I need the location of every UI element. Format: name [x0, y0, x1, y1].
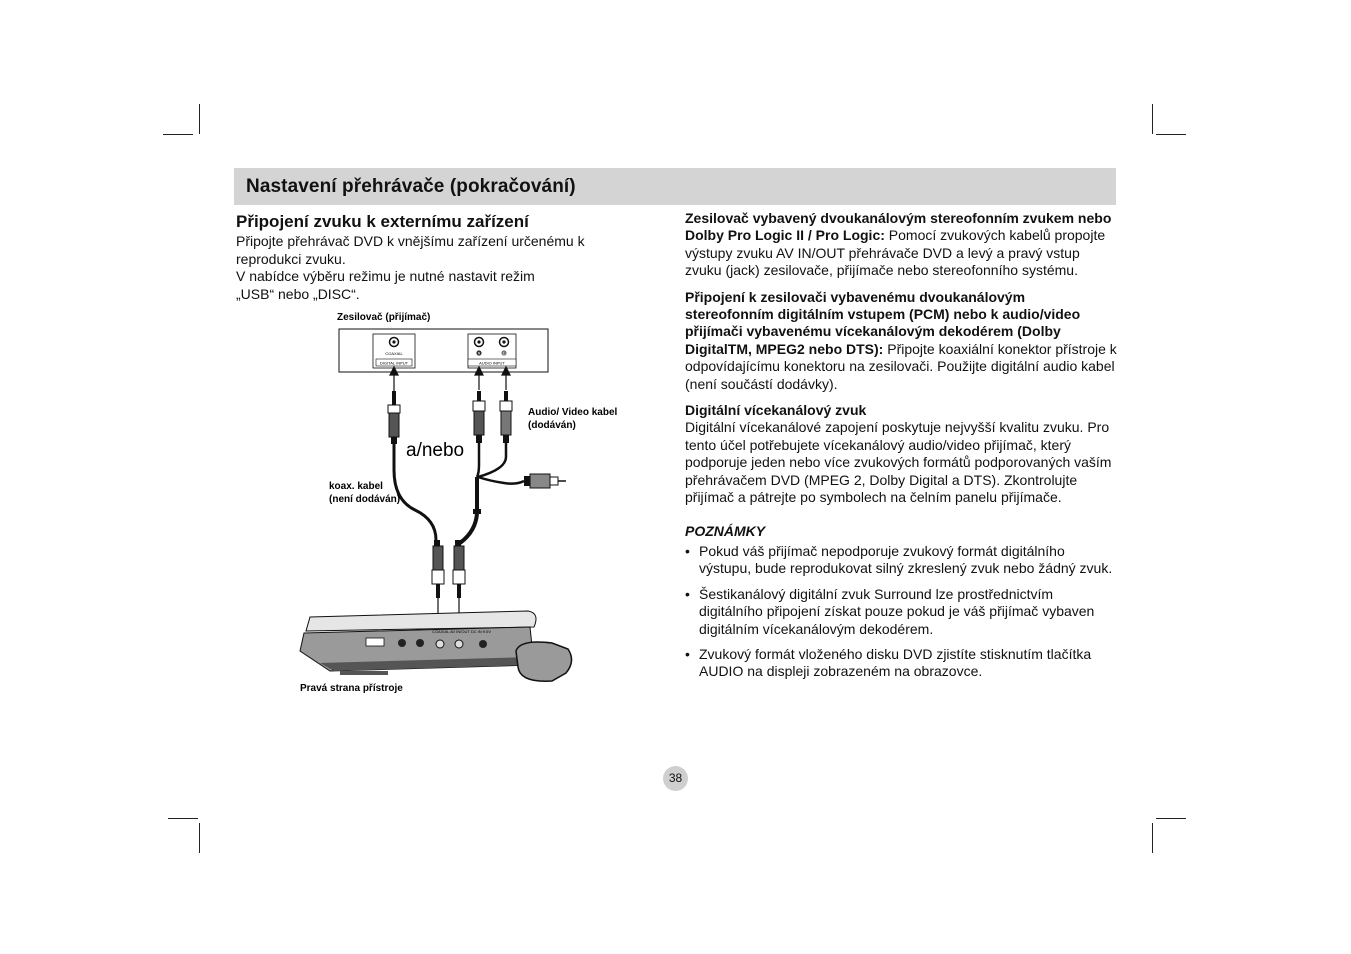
- coaxial-jack-label: COAXIAL: [385, 351, 403, 356]
- right-column: [685, 210, 1117, 689]
- device-side-label: Pravá strana přístroje: [300, 683, 403, 694]
- audio-r-upper-plug: [473, 391, 485, 443]
- crop-mark: [1156, 134, 1186, 135]
- notes-list: [685, 543, 1117, 681]
- av-cable-video: [478, 477, 524, 484]
- av-cable-note: (dodáván): [528, 420, 576, 431]
- intro-paragraph: Připojte přehrávač DVD k vnějšímu zařízení určenému k reprodukci zvuku.: [236, 233, 585, 267]
- page-number: 38: [663, 766, 688, 791]
- audio-l-upper-plug: [500, 391, 512, 443]
- crop-mark: [1156, 818, 1186, 819]
- audio-r-label: R: [477, 351, 481, 356]
- coax-cable-label: koax. kabel: [329, 481, 383, 492]
- audio-r-jack-center: [477, 340, 480, 343]
- header-bar: [234, 168, 1116, 205]
- note-item: • Pokud váš přijímač nepodporuje zvukový formát digitálního výstupu, bude reprodukovat silný zkreslený zvuk nebo žádný zvuk.: [685, 543, 1117, 578]
- audio-input-label: AUDIO INPUT: [479, 360, 505, 366]
- coax-cable-note: (není dodáván): [329, 494, 401, 505]
- av-cable-clip: [473, 509, 481, 514]
- av-lower-plug: [453, 540, 465, 598]
- section-title: Připojení zvuku k externímu zařízení: [236, 212, 529, 231]
- coax-upper-plug: [388, 391, 400, 444]
- digital-heading: Připojení k zesilovači vybavenému dvoukanálovým stereofonním digitálním vstupem (PCM) nebo k audio/video přijímači vybavenému vícekanálovým dekodérem (Dolby DigitalTM, MPEG2 nebo DTS):: [685, 288, 1081, 357]
- av-cable-l: [478, 443, 506, 477]
- stereo-text: Pomocí zvukových kabelů propojte výstupy zvuku AV IN/OUT přehrávače DVD a levý a pravý vstup zvuku (jack) zesilovače, přijímače nebo stereofonního systému.: [685, 227, 1106, 279]
- multichannel-paragraph: [685, 402, 1117, 506]
- audio-l-label: L: [503, 351, 505, 356]
- arrows-to-amplifier: [390, 367, 510, 405]
- note-item: • Šestikanálový digitální zvuk Surround lze prostřednictvím digitálního připojení získat pouze pokud je váš přijímač vybaven digitálním vícekanálovým dekodérem.: [685, 586, 1117, 638]
- digital-input-label: DIGITAL INPUT: [379, 360, 409, 366]
- coax-lower-plug: [432, 540, 444, 598]
- page-title: Nastavení přehrávače (pokračování): [246, 176, 576, 197]
- note-item: • Zvukový formát vloženého disku DVD zjistíte stisknutím tlačítka AUDIO na displeji zobrazeném na obrazovce.: [685, 646, 1117, 681]
- mode-paragraph: V nabídce výběru režimu je nutné nastavit režim „USB“ nebo „DISC“.: [236, 268, 535, 302]
- stereo-heading: Zesilovač vybavený dvoukanálovým stereofonním zvukem nebo Dolby Pro Logic II / Pro Logic:: [685, 210, 1112, 244]
- digital-text: Připojte koaxiální konektor přístroje k odpovídajícímu konektoru na zesilovači. Použijte digitální audio kabel (není součástí dodávky).: [685, 340, 1117, 392]
- crop-mark: [199, 823, 200, 853]
- dvd-player-side-view: [300, 611, 572, 681]
- crop-mark: [163, 134, 193, 135]
- video-plug: [524, 474, 566, 488]
- multichannel-text: Digitální vícekanálové zapojení poskytuje nejvyšší kvalitu zvuku. Pro tento účel potřebujete vícekanálový audio/video přijímač, který podporuje jeden nebo více zvukových formátů podporovaných vaším přehrávačem DVD (MPEG 2, Dolby Digital a DTS). Zkontrolujte přijímač a pátrejte po symbolech na čelním panelu přijímače.: [685, 419, 1112, 506]
- or-label: a/nebo: [406, 440, 465, 461]
- digital-paragraph: [685, 289, 1117, 393]
- crop-mark: [1152, 104, 1153, 134]
- av-cable-r: [477, 443, 479, 477]
- coaxial-jack-center: [392, 340, 395, 343]
- stereo-paragraph: [685, 210, 1117, 280]
- audio-l-jack-center: [502, 340, 505, 343]
- device-port-labels: COAXIAL AV IN/OUT DC IN 9.5V: [432, 629, 492, 634]
- notes-title: POZNÁMKY: [685, 522, 766, 539]
- amplifier-label: Zesilovač (přijímač): [337, 312, 431, 323]
- multichannel-heading: Digitální vícekanálový zvuk: [685, 402, 867, 419]
- crop-mark: [199, 104, 200, 134]
- av-cable-label: Audio/ Video kabel: [528, 407, 618, 418]
- left-column: [236, 210, 636, 303]
- crop-mark: [1152, 823, 1153, 853]
- amplifier-box: [339, 329, 548, 372]
- connection-diagram: [290, 305, 635, 700]
- crop-mark: [168, 818, 198, 819]
